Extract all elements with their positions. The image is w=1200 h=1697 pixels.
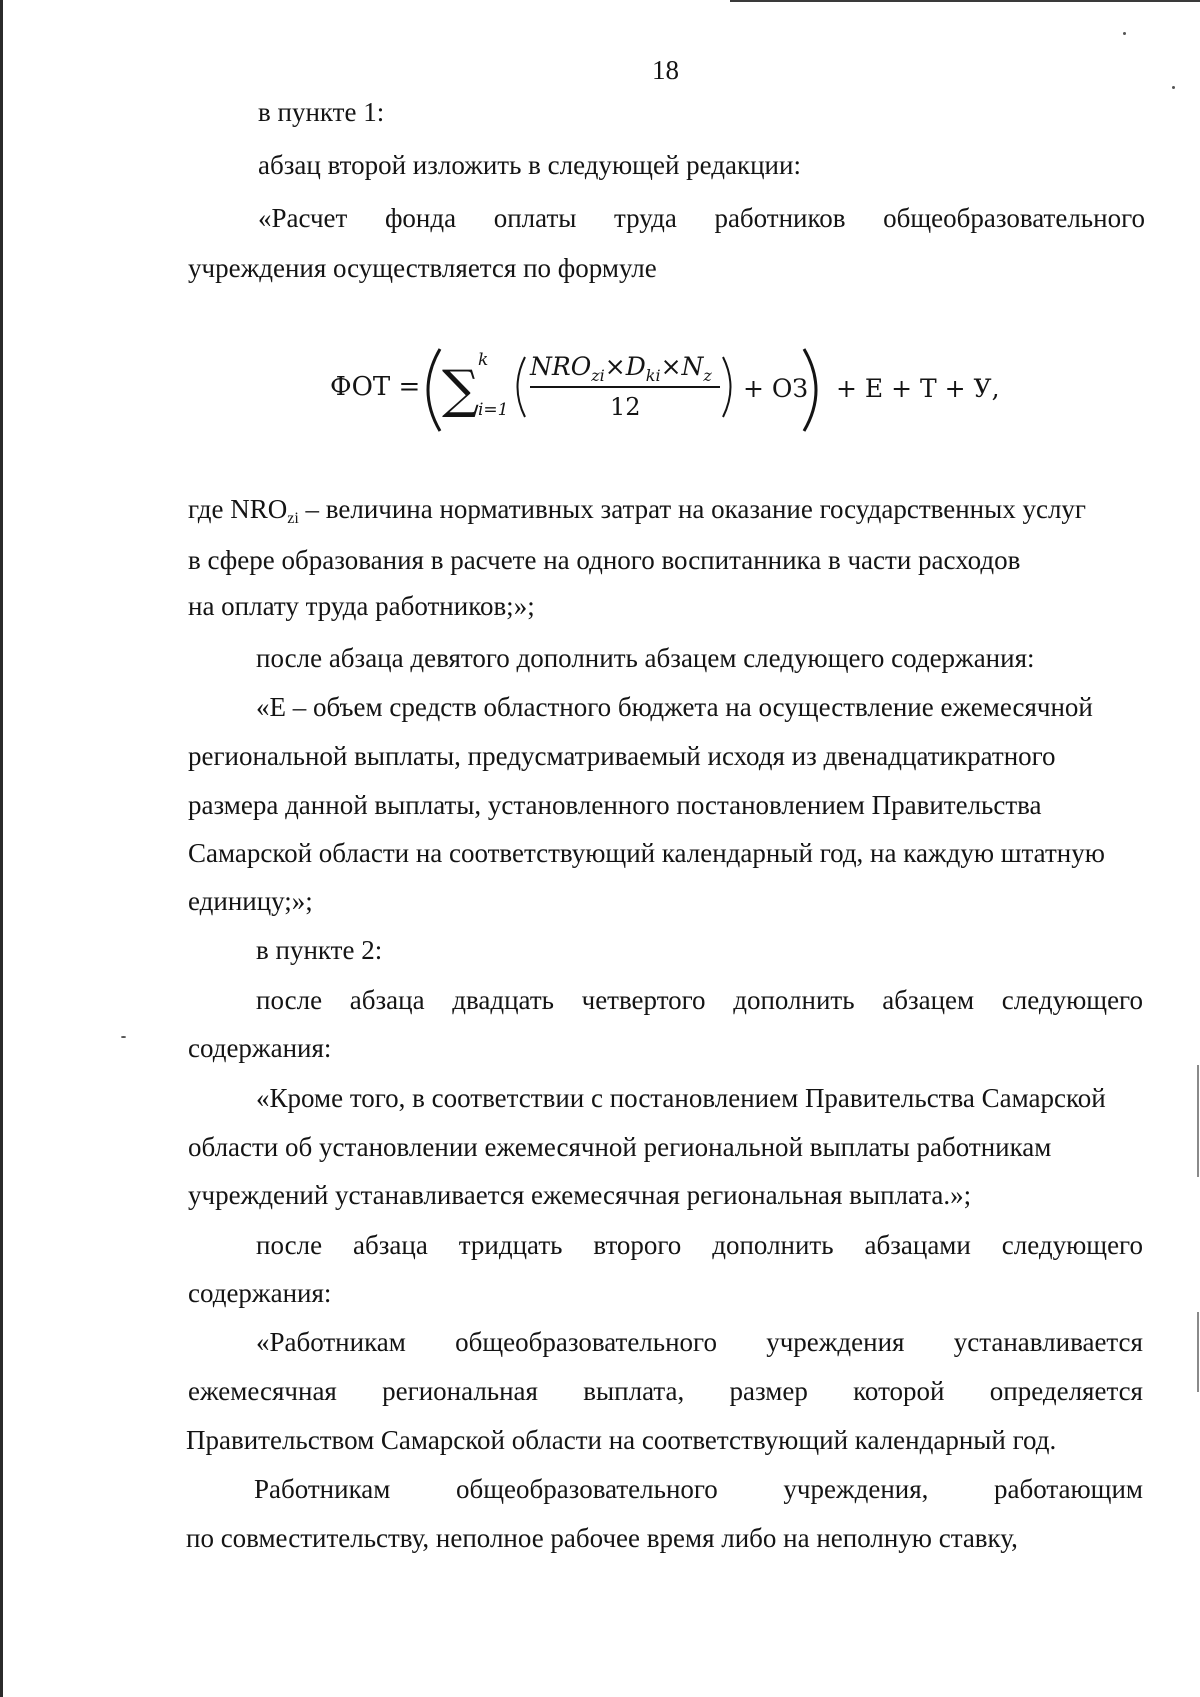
- word: следующего: [1001, 1230, 1143, 1260]
- word: абзацами: [864, 1230, 971, 1260]
- paragraph: «Кроме того, в соответствии с постановлением Правительства Самарской: [256, 1083, 1106, 1113]
- word: абзацем: [882, 985, 975, 1015]
- formula: [330, 345, 1020, 435]
- word: общеобразовательного: [455, 1327, 717, 1357]
- word: труда: [614, 203, 677, 233]
- scan-speck: [1172, 86, 1175, 89]
- paragraph: на оплату труда работников;»;: [188, 591, 535, 621]
- paragraph: «Е – объем средств областного бюджета на осуществление ежемесячной: [256, 692, 1093, 722]
- word: абзаца: [353, 1230, 428, 1260]
- word: определяется: [989, 1376, 1143, 1406]
- word: тридцать: [458, 1230, 563, 1260]
- word: учреждения,: [783, 1474, 929, 1504]
- word: дополнить: [733, 985, 855, 1015]
- word: общеобразовательного: [883, 203, 1145, 233]
- paragraph: единицу;»;: [188, 886, 313, 916]
- paragraph: учреждений устанавливается ежемесячная региональная выплата.»;: [188, 1180, 972, 1210]
- word: оплаты: [493, 203, 577, 233]
- scan-edge-top: [730, 0, 1200, 2]
- paragraph: содержания:: [188, 1033, 332, 1063]
- word: второго: [593, 1230, 682, 1260]
- sum-upper-limit: k: [478, 350, 489, 370]
- justified-line: [256, 1327, 1143, 1357]
- sum-sigma: ∑: [442, 360, 480, 420]
- word: дополнить: [712, 1230, 834, 1260]
- denominator: 12: [610, 393, 641, 421]
- scan-edge-left: [0, 0, 3, 1697]
- word: после: [256, 985, 323, 1015]
- paragraph: Правительством Самарской области на соответствующий календарный год.: [186, 1425, 1057, 1455]
- paragraph: области об установлении ежемесячной региональной выплаты работникам: [188, 1132, 1052, 1162]
- scan-edge-right: [1197, 1065, 1199, 1177]
- paragraph: содержания:: [188, 1278, 332, 1308]
- word: учреждения: [766, 1327, 905, 1357]
- justified-line: [256, 985, 1143, 1015]
- paragraph: по совместительству, неполное рабочее время либо на неполную ставку,: [186, 1523, 1018, 1553]
- word: двадцать: [452, 985, 554, 1015]
- paragraph: абзац второй изложить в следующей редакции:: [258, 150, 801, 180]
- numerator: $NRO_{zi}\times D_{ki}\times N_z$: [530, 352, 712, 385]
- word: общеобразовательного: [455, 1474, 718, 1504]
- word: фонда: [384, 203, 457, 233]
- word: абзаца: [349, 985, 425, 1015]
- word: выплата,: [583, 1376, 685, 1406]
- word: «Расчет: [258, 203, 348, 233]
- word: работников: [714, 203, 846, 233]
- paragraph: региональной выплаты, предусматриваемый исходя из двенадцатикратного: [188, 741, 1056, 771]
- sum-lower-limit: i=1: [478, 400, 509, 420]
- scan-edge-right: [1197, 1312, 1199, 1392]
- word: после: [256, 1230, 323, 1260]
- paragraph: в пункте 1:: [258, 97, 385, 127]
- word: «Работникам: [256, 1327, 406, 1357]
- paragraph: размера данной выплаты, установленного постановлением Правительства: [188, 790, 1042, 820]
- formula-lhs: ФОТ =: [330, 372, 421, 402]
- justified-line: [258, 203, 1145, 233]
- page-number: 18: [652, 55, 679, 85]
- word: следующего: [1001, 985, 1143, 1015]
- paragraph: учреждения осуществляется по формуле: [188, 253, 657, 283]
- paragraph: в сфере образования в расчете на одного воспитанника в части расходов: [188, 545, 1021, 575]
- word: четвертого: [581, 985, 706, 1015]
- big-left-paren: [428, 349, 440, 431]
- formula-plus-oz: + ОЗ: [743, 374, 808, 403]
- justified-line: [254, 1474, 1143, 1504]
- justified-line: [256, 1230, 1143, 1260]
- paragraph: Самарской области на соответствующий календарный год, на каждую штатную: [188, 838, 1105, 868]
- formula-tail: + Е + Т + У,: [836, 374, 1000, 403]
- justified-line: [188, 1376, 1143, 1406]
- paragraph: где $NRO_{zi}$ – величина нормативных затрат на оказание государственных услуг: [188, 494, 1087, 527]
- word: которой: [853, 1376, 945, 1406]
- inner-left-paren: [518, 357, 526, 417]
- word: работающим: [994, 1474, 1143, 1504]
- paragraph: в пункте 2:: [256, 935, 383, 965]
- inner-right-paren: [723, 357, 731, 417]
- scan-speck: [1123, 32, 1126, 35]
- word: региональная: [382, 1376, 538, 1406]
- scan-speck: [121, 1036, 126, 1038]
- word: размер: [729, 1376, 808, 1406]
- paragraph: после абзаца девятого дополнить абзацем следующего содержания:: [256, 643, 1035, 673]
- word: Работникам: [254, 1474, 391, 1504]
- word: ежемесячная: [188, 1376, 337, 1406]
- word: устанавливается: [953, 1327, 1143, 1357]
